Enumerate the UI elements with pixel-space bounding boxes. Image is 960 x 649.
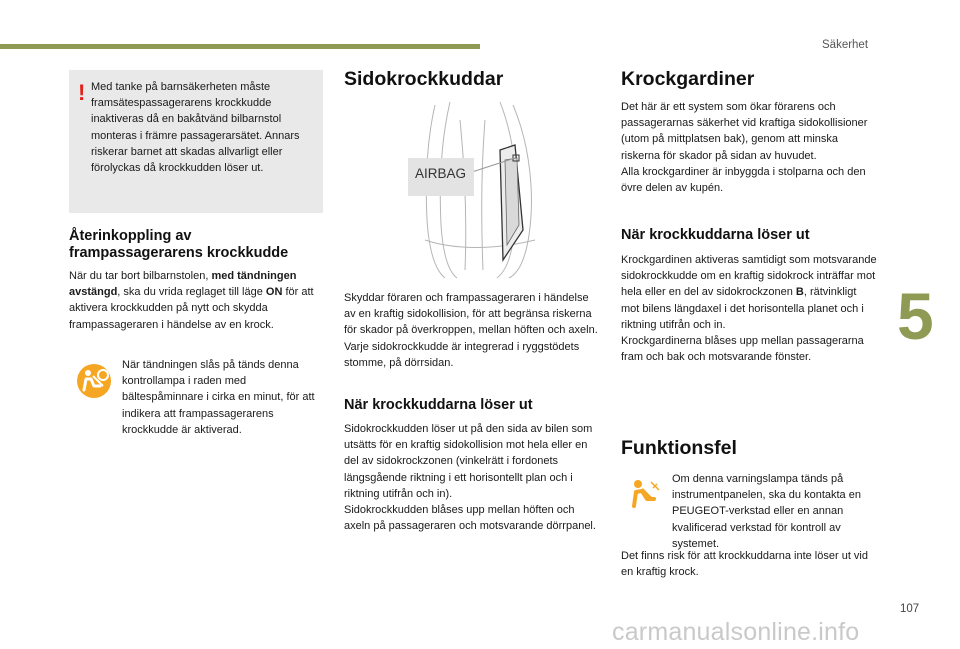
airbag-label: AIRBAG <box>415 166 467 181</box>
airbag-warning-lamp-icon <box>628 478 664 508</box>
side-airbags-deployment-text: Sidokrockkudden löser ut på den sida av bilen som utsätts för en kraftig sidokollision mot hela eller en del av sidokrockzonen (vinkelrätt i fordonets längsgående riktning i ett horisontellt plan och i riktning utifrån och in). Sidokrockkudden blåses upp mellan höften och axeln på passageraren och motsvarande dörrpanel. <box>344 423 596 533</box>
indicator-lamp-paragraph: När tändningen slås på tänds denna kontrollampa i raden med bältespåminnare i cirka en minut, för att indikera att frampassagerarens krockkudde är aktiverad. <box>122 359 315 436</box>
section-title: Säkerhet <box>822 39 869 51</box>
malfunction-risk-text: Det finns risk för att krockkuddarna inte löser ut vid en kraftig krock. <box>621 550 868 579</box>
warning-text: Med tanke på barnsäkerheten måste framsätespassagerarens krockkudde inaktiveras då en bakåtvänd bilbarnstol monteras i främre passagerarsätet. Annars riskerar barnet att skadas allvarligt eller förolyckas då krockkudden löser ut. <box>91 81 300 175</box>
curtain-airbags-deployment-heading: När krockkuddarna löser ut <box>621 227 810 243</box>
warning-icon: ! <box>78 80 86 105</box>
seat-airbag-illustration <box>405 100 547 280</box>
malfunction-title: Funktionsfel <box>621 437 737 459</box>
reactivation-paragraph: När du tar bort bilbarnstolen, med tändningen avstängd, ska du vrida reglaget till läge ON för att aktivera krockkudden på nytt och skydda frampassageraren i händelse av en krock. <box>69 270 314 331</box>
side-airbags-title: Sidokrockkuddar <box>344 68 504 90</box>
passenger-airbag-on-icon <box>73 362 115 400</box>
watermark: carmanualsonline.info <box>612 618 860 646</box>
side-airbags-deployment-heading: När krockkuddarna löser ut <box>344 397 533 413</box>
page-number: 107 <box>900 603 920 615</box>
chapter-number: 5 <box>897 279 934 353</box>
curtain-airbags-description: Det här är ett system som ökar förarens och passagerarnas säkerhet vid kraftiga sidokollisioner (utom på mittplatsen bak), genom att minska riskerna för skador på sidan av huvudet. Alla krockgardiner är inbyggda i stolparna och den övre delen av kupén. <box>621 101 868 195</box>
curtain-airbags-title: Krockgardiner <box>621 68 755 90</box>
reactivation-heading: Återinkoppling av frampassagerarens krockkudde <box>69 228 289 261</box>
curtain-airbags-deployment-text: Krockgardinen aktiveras samtidigt som motsvarande sidokrockkudde om en kraftig sidokrock inträffar mot hela eller en del av sidokrockzonen B, rätvinkligt mot bilens längdaxel i det horisontella planet och i riktning utifrån och in. Krockgardinerna blåses upp mellan passagerarna fram och bak och motsvarande fönster. <box>621 254 877 364</box>
malfunction-lamp-text: Om denna varningslampa tänds på instrumentpanelen, ska du kontakta en PEUGEOT-verkstad eller en annan kvalificerad verkstad för kontroll av systemet. <box>672 473 861 550</box>
header-accent-bar <box>0 44 480 49</box>
side-airbags-description: Skyddar föraren och frampassageraren i händelse av en kraftig sidokollision, för att begränsa riskerna för skador på överkroppen, mellan höften och axeln. Varje sidokrockkudde är integrerad i ryggstödets stomme, på dörrsidan. <box>344 292 598 369</box>
